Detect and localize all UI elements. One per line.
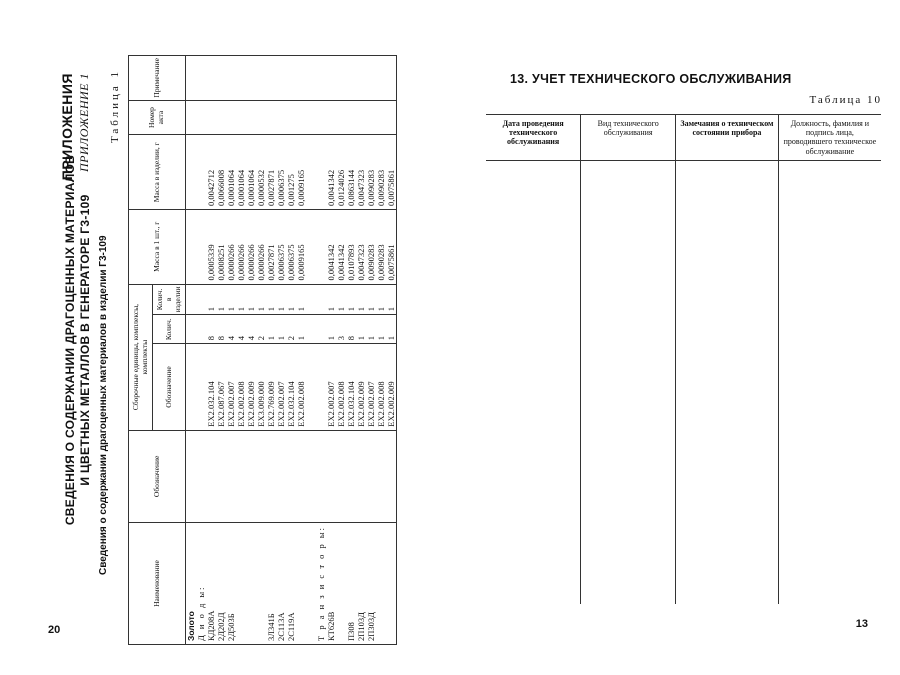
row-act-number: [376, 100, 386, 135]
row-mass-in-product: 0,0042712: [206, 135, 216, 210]
row-mass-per-unit: 0,0107893: [346, 209, 356, 284]
diodes-label: Д и о д ы:: [196, 523, 206, 645]
table-subtitle: Сведения о содержании драгоценных материалов в изделии Г3-109: [98, 235, 109, 575]
row-mass-in-product: 0,0090283: [376, 135, 386, 210]
row-quantity: 1: [296, 315, 306, 344]
row-mass-in-product: 0,0124026: [336, 135, 346, 210]
row-note: [326, 56, 336, 101]
row-mass-per-unit: 0,0090283: [366, 209, 376, 284]
row-act-number: [296, 100, 306, 135]
header-remarks: Замечания о техническом состоянии прибора: [676, 115, 779, 161]
row-designation: [236, 430, 246, 522]
row-act-number: [276, 100, 286, 135]
row-quantity-in-product: 1: [286, 284, 296, 315]
row-assembly-designation: ЕХ2.032.104: [346, 344, 356, 430]
row-name: 2Д202Д: [216, 523, 226, 645]
table-row: [336, 56, 346, 645]
table-row: [206, 56, 216, 645]
log-cell-date: [486, 160, 581, 604]
table-label-right: Таблица 10: [809, 94, 882, 106]
row-quantity: 4: [236, 315, 246, 344]
row-name: 2С119А: [286, 523, 296, 645]
row-note: [286, 56, 296, 101]
row-quantity: 8: [206, 315, 216, 344]
row-mass-in-product: 0,0066008: [216, 135, 226, 210]
row-act-number: [246, 100, 256, 135]
table-row: [346, 56, 356, 645]
row-designation: [246, 430, 256, 522]
row-note: [366, 56, 376, 101]
header-person: Должность, фамилия и подпись лица, проводившего техническое обслуживание: [778, 115, 881, 161]
row-mass-in-product: 0,0075861: [386, 135, 396, 210]
row-designation: [326, 430, 336, 522]
row-act-number: [236, 100, 246, 135]
table-row: [236, 56, 246, 645]
row-mass-in-product: 0,0001064: [236, 135, 246, 210]
row-assembly-designation: ЕХ2.087.067: [216, 344, 226, 430]
row-mass-per-unit: 0,0047323: [356, 209, 366, 284]
header-act-number: Номер акта: [129, 100, 186, 135]
table-row: [296, 56, 306, 645]
row-designation: [276, 430, 286, 522]
row-quantity-in-product: 1: [216, 284, 226, 315]
row-quantity: 1: [356, 315, 366, 344]
row-quantity: 1: [326, 315, 336, 344]
row-assembly-designation: ЕХ3.009.000: [256, 344, 266, 430]
row-name: [246, 523, 256, 645]
title-line-2: И ЦВЕТНЫХ МЕТАЛЛОВ В ГЕНЕРАТОРЕ Г3-109: [78, 194, 92, 486]
row-mass-in-product: 0,0001064: [226, 135, 236, 210]
row-mass-in-product: 0,0006375: [276, 135, 286, 210]
row-quantity: 1: [376, 315, 386, 344]
row-note: [336, 56, 346, 101]
row-assembly-designation: ЕХ2.002.008: [376, 344, 386, 430]
page-number-left: 20: [48, 624, 61, 636]
row-note: [346, 56, 356, 101]
row-quantity-in-product: 1: [276, 284, 286, 315]
row-quantity: 1: [386, 315, 396, 344]
row-mass-in-product: 0,001275: [286, 135, 296, 210]
maintenance-log-table: [486, 114, 881, 604]
row-mass-per-unit: 0,0075861: [386, 209, 396, 284]
row-mass-per-unit: 0,0008251: [216, 209, 226, 284]
row-mass-in-product: 0,0027871: [266, 135, 276, 210]
row-designation: [296, 430, 306, 522]
table-row: [256, 56, 266, 645]
header-date: Дата проведения технического обслуживания: [486, 115, 581, 161]
log-cell-person: [778, 160, 881, 604]
row-quantity-in-product: 1: [256, 284, 266, 315]
row-act-number: [286, 100, 296, 135]
row-quantity-in-product: 1: [296, 284, 306, 315]
rotated-content: [15, 55, 450, 645]
row-quantity-in-product: 1: [356, 284, 366, 315]
table-row: [226, 56, 236, 645]
table-row: [366, 56, 376, 645]
row-name: 3Л341Б: [266, 523, 276, 645]
header-mass-in-product: Масса в изделии, г: [129, 135, 186, 210]
row-mass-per-unit: 0,0027871: [266, 209, 276, 284]
right-page: [450, 0, 900, 675]
row-note: [376, 56, 386, 101]
row-quantity: 1: [366, 315, 376, 344]
row-assembly-designation: ЕХ2.002.009: [386, 344, 396, 430]
row-assembly-designation: ЕХ2.769.009: [266, 344, 276, 430]
row-mass-per-unit: 0,0009165: [296, 209, 306, 284]
row-mass-in-product: 0,0047323: [356, 135, 366, 210]
row-assembly-designation: ЕХ2.002.008: [236, 344, 246, 430]
title-line-1: СВЕДЕНИЯ О СОДЕРЖАНИИ ДРАГОЦЕННЫХ МАТЕРИАЛОВ: [63, 154, 77, 526]
row-quantity-in-product: 1: [386, 284, 396, 315]
header-quantity-in-product: Колич. в изделии: [153, 284, 186, 315]
row-designation: [286, 430, 296, 522]
row-quantity-in-product: 1: [376, 284, 386, 315]
row-designation: [206, 430, 216, 522]
row-designation: [356, 430, 366, 522]
row-assembly-designation: ЕХ2.002.008: [336, 344, 346, 430]
row-mass-in-product: 0,0863144: [346, 135, 356, 210]
row-name: 2П303Д: [366, 523, 376, 645]
row-mass-in-product: 0,0009165: [296, 135, 306, 210]
row-name: [376, 523, 386, 645]
transistors-label: Т р а н з и с т о р ы:: [316, 523, 326, 645]
row-quantity-in-product: 1: [326, 284, 336, 315]
row-note: [236, 56, 246, 101]
row-assembly-designation: ЕХ2.002.007: [326, 344, 336, 430]
row-note: [386, 56, 396, 101]
row-name: 2П103Д: [356, 523, 366, 645]
row-quantity: 3: [336, 315, 346, 344]
row-designation: [266, 430, 276, 522]
header-assembly-designation: Обозначение: [153, 344, 186, 430]
page-number-right: 13: [855, 618, 868, 630]
header-type: Вид технического обслуживания: [581, 115, 676, 161]
log-cell-type: [581, 160, 676, 604]
row-note: [216, 56, 226, 101]
row-assembly-designation: ЕХ2.002.009: [246, 344, 256, 430]
row-designation: [336, 430, 346, 522]
row-quantity-in-product: 1: [336, 284, 346, 315]
row-note: [356, 56, 366, 101]
row-note: [266, 56, 276, 101]
row-designation: [366, 430, 376, 522]
row-quantity: 1: [266, 315, 276, 344]
row-act-number: [326, 100, 336, 135]
row-name: 2С113А: [276, 523, 286, 645]
row-act-number: [226, 100, 236, 135]
header-designation: Обозначение: [129, 430, 186, 522]
row-act-number: [256, 100, 266, 135]
title-block: [15, 55, 125, 645]
row-quantity: 8: [346, 315, 356, 344]
row-quantity: 8: [216, 315, 226, 344]
row-quantity-in-product: 1: [266, 284, 276, 315]
row-assembly-designation: ЕХ2.002.007: [276, 344, 286, 430]
section-title: 13. УЧЕТ ТЕХНИЧЕСКОГО ОБСЛУЖИВАНИЯ: [510, 72, 792, 86]
appendix-label: ПРИЛОЖЕНИЕ 1: [77, 73, 91, 172]
table-label: Таблица 1: [109, 69, 121, 144]
row-note: [296, 56, 306, 101]
header-assembly-group: Сборочные единицы, комплексы, комплекты: [129, 284, 153, 430]
row-note: [256, 56, 266, 101]
header-name: Наименование: [129, 523, 186, 645]
row-mass-per-unit: 0,0006375: [276, 209, 286, 284]
row-mass-per-unit: 0,0000266: [256, 209, 266, 284]
row-quantity-in-product: 1: [236, 284, 246, 315]
row-mass-per-unit: 0,0006375: [286, 209, 296, 284]
row-act-number: [336, 100, 346, 135]
row-name: [296, 523, 306, 645]
row-act-number: [216, 100, 226, 135]
row-mass-per-unit: 0,0000266: [226, 209, 236, 284]
row-act-number: [356, 100, 366, 135]
header-mass-per-unit: Масса в 1 шт., г: [129, 209, 186, 284]
row-mass-in-product: 0,0041342: [326, 135, 336, 210]
row-mass-per-unit: 0,0041342: [326, 209, 336, 284]
row-name: КТ626В: [326, 523, 336, 645]
row-assembly-designation: ЕХ2.032.104: [286, 344, 296, 430]
row-quantity-in-product: 1: [366, 284, 376, 315]
row-name: [256, 523, 266, 645]
row-assembly-designation: ЕХ2.002.007: [226, 344, 236, 430]
row-quantity-in-product: 1: [246, 284, 256, 315]
row-mass-per-unit: 0,0000266: [246, 209, 256, 284]
row-designation: [226, 430, 236, 522]
table-row: [286, 56, 296, 645]
row-name: [336, 523, 346, 645]
row-name: [386, 523, 396, 645]
table-row: [376, 56, 386, 645]
row-designation: [386, 430, 396, 522]
row-note: [246, 56, 256, 101]
table-row: [266, 56, 276, 645]
row-quantity: 2: [286, 315, 296, 344]
appendices-heading: ПРИЛОЖЕНИЯ: [59, 73, 75, 181]
table-row: [356, 56, 366, 645]
log-cell-remarks: [676, 160, 779, 604]
row-mass-in-product: 0,0001064: [246, 135, 256, 210]
table-row: [246, 56, 256, 645]
material-gold: Золото: [186, 523, 197, 645]
row-note: [226, 56, 236, 101]
row-mass-per-unit: 0,0000266: [236, 209, 246, 284]
row-act-number: [206, 100, 216, 135]
row-assembly-designation: ЕХ2.032.104: [206, 344, 216, 430]
row-quantity: 4: [246, 315, 256, 344]
row-act-number: [386, 100, 396, 135]
row-note: [276, 56, 286, 101]
row-mass-in-product: 0,0090283: [366, 135, 376, 210]
row-assembly-designation: ЕХ2.002.009: [356, 344, 366, 430]
row-quantity: 4: [226, 315, 236, 344]
row-designation: [256, 430, 266, 522]
row-mass-per-unit: 0,0090283: [376, 209, 386, 284]
row-designation: [376, 430, 386, 522]
row-mass-per-unit: 0,0041342: [336, 209, 346, 284]
row-assembly-designation: ЕХ2.002.007: [366, 344, 376, 430]
row-mass-per-unit: 0,0005339: [206, 209, 216, 284]
row-note: [206, 56, 216, 101]
row-name: 2Д503Б: [226, 523, 236, 645]
row-name: П308: [346, 523, 356, 645]
header-quantity: Колич.: [153, 315, 186, 344]
table-row: [326, 56, 336, 645]
row-act-number: [266, 100, 276, 135]
table-row: [276, 56, 286, 645]
row-act-number: [346, 100, 356, 135]
row-quantity-in-product: 1: [226, 284, 236, 315]
precious-metals-table: [128, 55, 397, 645]
row-assembly-designation: ЕХ2.002.008: [296, 344, 306, 430]
row-act-number: [366, 100, 376, 135]
row-quantity-in-product: 1: [346, 284, 356, 315]
table-row: [216, 56, 226, 645]
row-quantity: 2: [256, 315, 266, 344]
row-designation: [216, 430, 226, 522]
row-quantity-in-product: 1: [206, 284, 216, 315]
row-mass-in-product: 0,0000532: [256, 135, 266, 210]
row-designation: [346, 430, 356, 522]
row-name: [236, 523, 246, 645]
header-note: Примечание: [129, 56, 186, 101]
row-quantity: 1: [276, 315, 286, 344]
row-name: КД208А: [206, 523, 216, 645]
table-row: [386, 56, 396, 645]
